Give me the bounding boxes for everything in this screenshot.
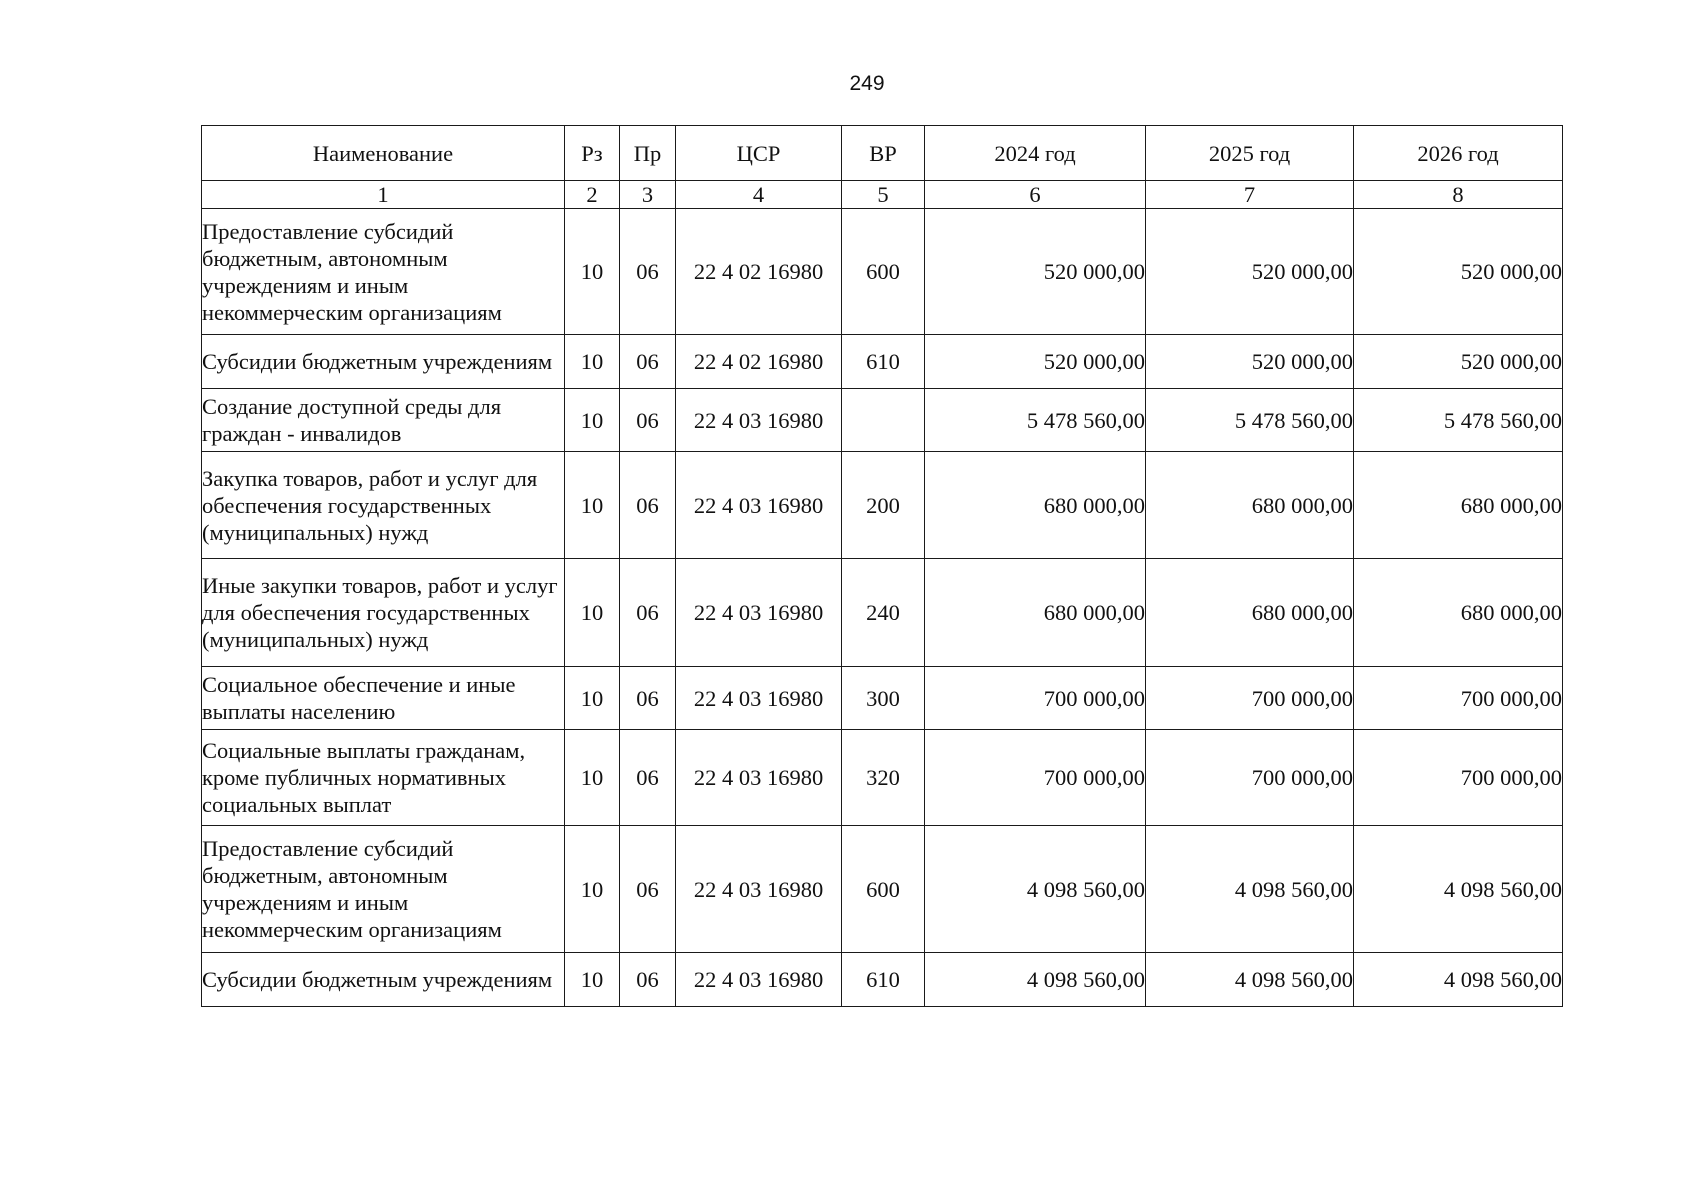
row-rz: 10 bbox=[565, 953, 620, 1007]
row-vr: 600 bbox=[842, 209, 925, 335]
row-2025: 5 478 560,00 bbox=[1146, 389, 1354, 452]
row-2024: 4 098 560,00 bbox=[925, 826, 1146, 953]
row-rz: 10 bbox=[565, 452, 620, 559]
row-2025: 520 000,00 bbox=[1146, 209, 1354, 335]
column-number: 4 bbox=[676, 181, 842, 209]
row-csr: 22 4 03 16980 bbox=[676, 730, 842, 826]
row-2024: 5 478 560,00 bbox=[925, 389, 1146, 452]
row-vr: 240 bbox=[842, 559, 925, 667]
row-csr: 22 4 02 16980 bbox=[676, 209, 842, 335]
row-2026: 700 000,00 bbox=[1354, 667, 1563, 730]
row-vr bbox=[842, 389, 925, 452]
row-pr: 06 bbox=[620, 953, 676, 1007]
row-csr: 22 4 03 16980 bbox=[676, 826, 842, 953]
row-2026: 5 478 560,00 bbox=[1354, 389, 1563, 452]
row-rz: 10 bbox=[565, 335, 620, 389]
header-vr: ВР bbox=[842, 126, 925, 181]
table-row bbox=[202, 335, 1563, 389]
header-2026: 2026 год bbox=[1354, 126, 1563, 181]
table-row bbox=[202, 209, 1563, 335]
column-number: 5 bbox=[842, 181, 925, 209]
row-vr: 610 bbox=[842, 953, 925, 1007]
row-2026: 520 000,00 bbox=[1354, 209, 1563, 335]
row-name: Закупка товаров, работ и услуг для обеспечения государственных (муниципальных) нужд bbox=[202, 452, 565, 559]
row-2025: 4 098 560,00 bbox=[1146, 826, 1354, 953]
header-name: Наименование bbox=[202, 126, 565, 181]
row-2026: 520 000,00 bbox=[1354, 335, 1563, 389]
header-2025: 2025 год bbox=[1146, 126, 1354, 181]
page-number: 249 bbox=[849, 72, 885, 95]
table-row bbox=[202, 452, 1563, 559]
column-number: 6 bbox=[925, 181, 1146, 209]
row-pr: 06 bbox=[620, 209, 676, 335]
row-name: Социальное обеспечение и иные выплаты населению bbox=[202, 667, 565, 730]
row-2025: 680 000,00 bbox=[1146, 559, 1354, 667]
row-pr: 06 bbox=[620, 559, 676, 667]
row-2026: 680 000,00 bbox=[1354, 559, 1563, 667]
row-rz: 10 bbox=[565, 826, 620, 953]
row-pr: 06 bbox=[620, 452, 676, 559]
table-row bbox=[202, 826, 1563, 953]
row-rz: 10 bbox=[565, 667, 620, 730]
row-2025: 680 000,00 bbox=[1146, 452, 1354, 559]
row-name: Субсидии бюджетным учреждениям bbox=[202, 953, 565, 1007]
row-2024: 520 000,00 bbox=[925, 209, 1146, 335]
row-2024: 680 000,00 bbox=[925, 452, 1146, 559]
row-2024: 520 000,00 bbox=[925, 335, 1146, 389]
row-2024: 700 000,00 bbox=[925, 667, 1146, 730]
header-row bbox=[202, 126, 1563, 181]
header-rz: Рз bbox=[565, 126, 620, 181]
row-2025: 520 000,00 bbox=[1146, 335, 1354, 389]
row-csr: 22 4 03 16980 bbox=[676, 953, 842, 1007]
row-csr: 22 4 03 16980 bbox=[676, 667, 842, 730]
column-number: 1 bbox=[202, 181, 565, 209]
row-rz: 10 bbox=[565, 559, 620, 667]
row-csr: 22 4 03 16980 bbox=[676, 559, 842, 667]
row-csr: 22 4 03 16980 bbox=[676, 389, 842, 452]
column-number: 3 bbox=[620, 181, 676, 209]
row-name: Субсидии бюджетным учреждениям bbox=[202, 335, 565, 389]
table-row bbox=[202, 730, 1563, 826]
row-2024: 680 000,00 bbox=[925, 559, 1146, 667]
column-number: 2 bbox=[565, 181, 620, 209]
row-csr: 22 4 03 16980 bbox=[676, 452, 842, 559]
row-pr: 06 bbox=[620, 335, 676, 389]
row-2026: 700 000,00 bbox=[1354, 730, 1563, 826]
row-pr: 06 bbox=[620, 667, 676, 730]
header-csr: ЦСР bbox=[676, 126, 842, 181]
table-row bbox=[202, 667, 1563, 730]
row-2024: 700 000,00 bbox=[925, 730, 1146, 826]
row-vr: 600 bbox=[842, 826, 925, 953]
row-rz: 10 bbox=[565, 209, 620, 335]
row-2025: 700 000,00 bbox=[1146, 667, 1354, 730]
row-name: Создание доступной среды для граждан - инвалидов bbox=[202, 389, 565, 452]
column-number: 7 bbox=[1146, 181, 1354, 209]
column-number: 8 bbox=[1354, 181, 1563, 209]
table-row bbox=[202, 953, 1563, 1007]
row-name: Предоставление субсидий бюджетным, автономным учреждениям и иным некоммерческим организациям bbox=[202, 209, 565, 335]
row-2024: 4 098 560,00 bbox=[925, 953, 1146, 1007]
row-2026: 680 000,00 bbox=[1354, 452, 1563, 559]
row-2026: 4 098 560,00 bbox=[1354, 826, 1563, 953]
row-vr: 200 bbox=[842, 452, 925, 559]
row-2025: 700 000,00 bbox=[1146, 730, 1354, 826]
row-vr: 610 bbox=[842, 335, 925, 389]
row-rz: 10 bbox=[565, 730, 620, 826]
row-2025: 4 098 560,00 bbox=[1146, 953, 1354, 1007]
row-rz: 10 bbox=[565, 389, 620, 452]
row-vr: 320 bbox=[842, 730, 925, 826]
column-number-row bbox=[202, 181, 1563, 209]
header-pr: Пр bbox=[620, 126, 676, 181]
row-vr: 300 bbox=[842, 667, 925, 730]
row-pr: 06 bbox=[620, 826, 676, 953]
table-row bbox=[202, 389, 1563, 452]
row-name: Предоставление субсидий бюджетным, автономным учреждениям и иным некоммерческим организациям bbox=[202, 826, 565, 953]
row-name: Социальные выплаты гражданам, кроме публичных нормативных социальных выплат bbox=[202, 730, 565, 826]
row-2026: 4 098 560,00 bbox=[1354, 953, 1563, 1007]
row-pr: 06 bbox=[620, 730, 676, 826]
table-row bbox=[202, 559, 1563, 667]
budget-table bbox=[201, 125, 1563, 1007]
row-csr: 22 4 02 16980 bbox=[676, 335, 842, 389]
row-pr: 06 bbox=[620, 389, 676, 452]
row-name: Иные закупки товаров, работ и услуг для обеспечения государственных (муниципальных) нужд bbox=[202, 559, 565, 667]
header-2024: 2024 год bbox=[925, 126, 1146, 181]
